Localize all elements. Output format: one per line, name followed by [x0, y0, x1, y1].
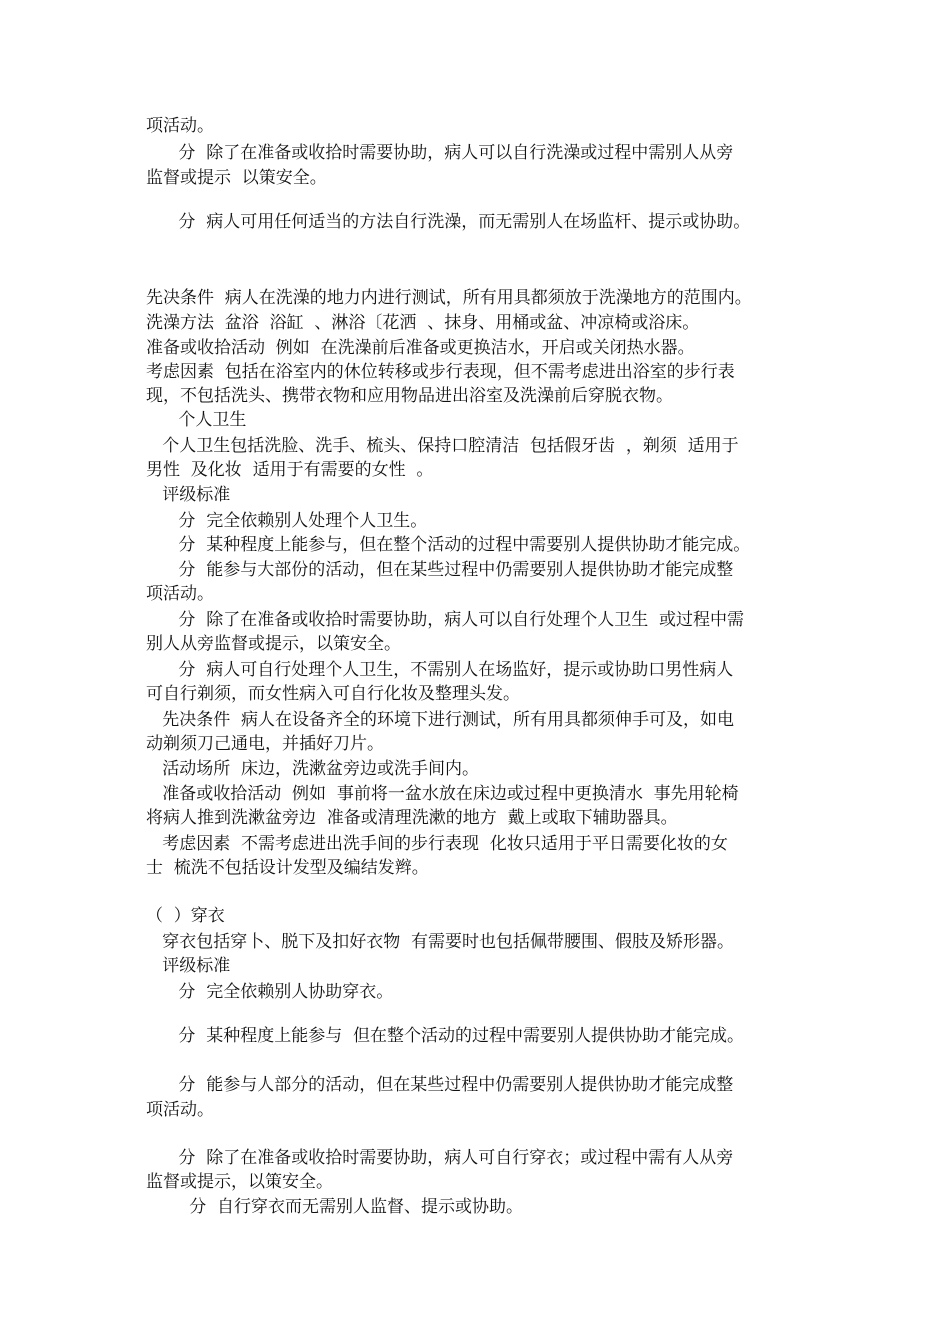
text-line: 项活动。: [146, 116, 214, 136]
text-line: 洗澡方法 盆浴 浴缸 、淋浴〔花洒 、抹身、用桶或盆、冲凉椅或浴床。: [146, 313, 700, 333]
text-line: 准备或收拾活动 例如 在洗澡前后准备或更换洁水，开启或关闭热水器。: [146, 338, 695, 358]
text-line: 穿衣包括穿卜、脱下及扣好衣物 有需要时也包括佩带腰围、假肢及矫形器。: [146, 932, 735, 952]
text-line: 将病人推到洗漱盆旁边 准备或清理洗漱的地方 戴上或取下辅助器具。: [146, 808, 678, 828]
text-line: 分 除了在准备或收拾时需要协助，病人可以自行洗澡或过程中需别人从旁: [146, 143, 734, 163]
text-line: 分 病人可自行处理个人卫生，不需别人在场监好，提示或协助口男性病人: [146, 660, 734, 680]
text-line: 个人卫生包括洗脸、洗手、梳头、保持口腔清洁 包括假牙齿 ，剃须 适用于: [146, 436, 739, 456]
text-line: 分 完全依赖别人处理个人卫生。: [146, 511, 428, 531]
text-line: 先决条件 病人在洗澡的地力内进行测试，所有用具都须放于洗澡地方的范围内。: [146, 288, 752, 308]
text-line: 分 除了在准备或收拾时需要协助，病人可自行穿衣；或过程中需有人从旁: [146, 1148, 734, 1168]
text-line: 分 除了在准备或收拾时需要协助，病人可以自行处理个人卫生 或过程中需: [146, 610, 745, 630]
text-line: 考虑因素 不需考虑进出洗手间的步行表现 化妆只适用于平日需要化妆的女: [146, 834, 728, 854]
subheading: 评级标准: [146, 485, 231, 505]
text-line: 男性 及化妆 适用于有需要的女性 。: [146, 460, 434, 480]
text-line: 分 能参与人部分的活动，但在某些过程中仍需要别人提供协助才能完成整: [146, 1075, 734, 1095]
text-line: 可自行剃须，而女性病入可自行化妆及整理头发。: [146, 684, 520, 704]
subheading: 评级标准: [146, 956, 231, 976]
text-line: 先决条件 病人在设备齐全的环境下进行测试，所有用具都须伸手可及，如电: [146, 710, 735, 730]
text-line: 分 自行穿衣而无需别人监督、提示或协助。: [146, 1197, 524, 1217]
text-line: 监督或提示 以策安全。: [146, 168, 327, 188]
text-line: 分 某种程度上能参与，但在整个活动的过程中需要别人提供协助才能完成。: [146, 535, 751, 555]
text-line: 考虑因素 包括在浴室内的休位转移或步行表现，但不需考虑进出浴室的步行表: [146, 362, 735, 382]
text-line: 分 某种程度上能参与 但在整个活动的过程中需要别人提供协助才能完成。: [146, 1026, 745, 1046]
section-heading: 个人卫生: [146, 410, 247, 430]
text-line: 别人从旁监督或提示，以策安全。: [146, 634, 401, 654]
text-line: 士 梳洗不包括设计发型及编结发辫。: [146, 858, 429, 878]
section-heading: （ ）穿衣: [146, 906, 225, 926]
text-line: 现，不包括洗头、携带衣物和应用物品进出浴室及洗澡前后穿脱衣物。: [146, 386, 673, 406]
text-line: 分 能参与大部份的活动，但在某些过程中仍需要别人提供协助才能完成整: [146, 560, 734, 580]
text-line: 准备或收拾活动 例如 事前将一盆水放在床边或过程中更换清水 事先用轮椅: [146, 784, 739, 804]
text-line: 分 病人可用任何适当的方法自行洗澡，而无需别人在场监杆、提示或协助。: [146, 212, 751, 232]
text-line: 活动场所 床边，洗漱盆旁边或洗手间内。: [146, 759, 480, 779]
text-line: 项活动。: [146, 1100, 214, 1120]
text-line: 项活动。: [146, 584, 214, 604]
text-line: 动剃须刀己通电，并插好刀片。: [146, 734, 384, 754]
text-line: 监督或提示，以策安全。: [146, 1172, 333, 1192]
text-line: 分 完全依赖别人协助穿衣。: [146, 982, 394, 1002]
